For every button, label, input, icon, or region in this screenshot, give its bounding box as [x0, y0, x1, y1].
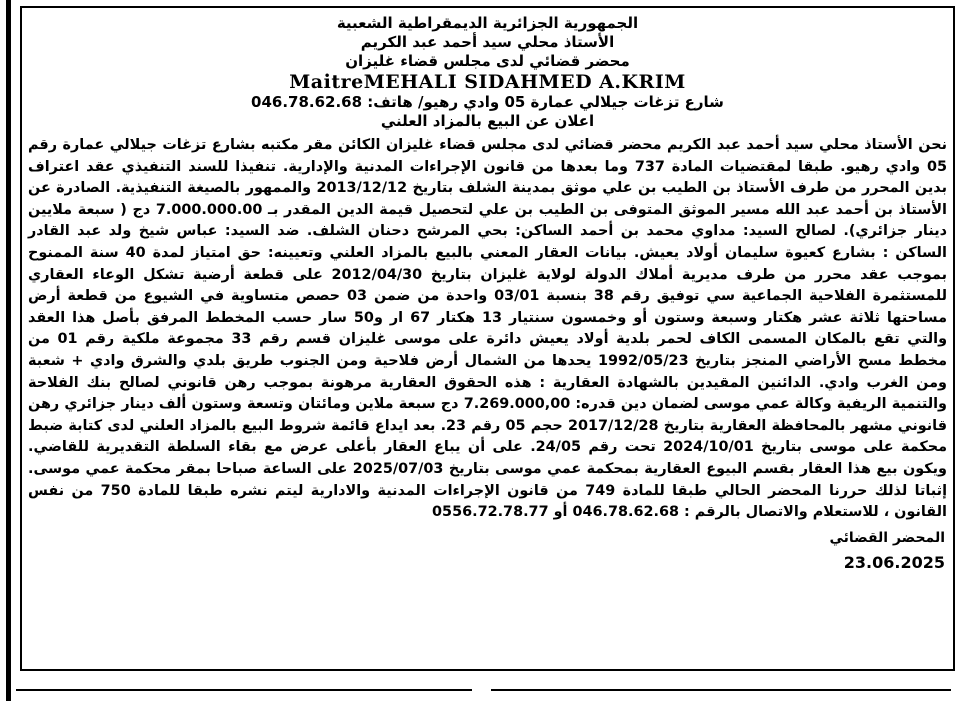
notice-header: [22, 14, 953, 131]
republic-title: الجمهورية الجزائرية الديمقراطية الشعبية: [336, 14, 639, 32]
bailiff-latin-name: MaitreMEHALI SIDAHMED A.KRIM: [289, 71, 686, 93]
bottom-rule-left: [16, 689, 472, 691]
notice-footer: [22, 524, 953, 549]
notice-title: اعلان عن البيع بالمزاد العلني: [380, 112, 595, 130]
bailiff-name: الأستاذ محلي سيد أحمد عبد الكريم: [360, 33, 615, 51]
left-column-rule: [6, 0, 11, 701]
bailiff-office: محضر قضائي لدى مجلس قضاء غليزان: [345, 52, 630, 70]
office-address: شارع تزغات جيلالي عمارة 05 وادي رهيو/ هاتف: 046.78.62.68: [251, 93, 724, 111]
notice-body: نحن الأستاذ محلي سيد أحمد عبد الكريم محضر قضائي لدى مجلس قضاء غليزان الكائن مقر مكتبه بشارع تزغات جيلالي عمارة رقم 05 وادي رهيو. طبقا لمقتضيات المادة 737 وما بعدها من قانون الإجراءات المدنية والإدارية. تنفيذا للسند التنفيذي عقد اعتراف بدين المحرر من طرف الأستاذ بن الطيب بن علي موثق بمدينة الشلف بتاريخ 2013/12/12 والممهور بالصيغة التنفيذية. الصادرة عن الأستاذ بن أحمد عبد الله مسير الموثق المتوفى بن الطيب بن علي لتحصيل قيمة الدين المقدر بـ 7.000.000.00 دج ( سبعة ملايين دينار جزائري). لصالح السيد: مداوي محمد بن أحمد الساكن: بحي المرشح دحنان الشلف. ضد السيد: عباس شيخ ولد عبد القادر الساكن : بشارع كعيوة سليمان أولاد يعيش. بيانات العقار المعني بالبيع بالمزاد العلني وتعيينه: حق امتياز لمدة 40 سنة الممنوح بموجب عقد محرر من طرف مديرية أملاك الدولة لولاية غليزان بتاريخ 2012/04/30 على قطعة أرضية تشكل الوعاء العقاري للمستثمرة الفلاحية الجماعية سي توفيق رقم 38 بنسبة 03/01 واحدة من ضمن 03 حصص متساوية في الشيوع من قطعة أرض مساحتها ثلاثة عشر هكتار وسبعة وستون أو وخمسون سنتيار 13 هكتار 67 ار و50 سار حسب المخطط المرفق بأصل هذا العقد والتي تقع بالمكان المسمى الكاف لحمر بلدية أولاد يعيش دائرة على موسى غليزان قسم رقم 33 مجموعة ملكية رقم 01 من مخطط مسح الأراضي المنجز بتاريخ 1992/05/23 يحدها من الشمال أرض فلاحية ومن الجنوب طريق بلدي والشرق وادي + شعبة ومن الغرب وادي. الدائنين المقيدين بالشهادة العقارية : هذه الحقوق العقارية مرهونة بموجب رهن قانوني لصالح بنك الفلاحة والتنمية الريفية وكالة عمي موسى لضمان دين قدره: 7.269.000,00 دج سبعة ملاين ومائتان وتسعة وستون ألف دينار جزائري رهن قانوني مشهر بالمحافظة العقارية بتاريخ 2017/12/28 حجم 05 رقم 23. بعد ايداع قائمة شروط البيع بالمزاد العلني لدى كتابة ضبط محكمة على موسى بتاريخ 2024/10/01 تحت رقم 24/05. على أن يباع العقار بأعلى عرض مع بقاء السلطة التقديرية للقاضي. ويكون بيع هذا العقار بقسم البيوع العقارية بمحكمة عمي موسى بتاريخ 2025/07/03 على الساعة صباحا بمقر محكمة عمي موسى. إثباتا لذلك حررنا المحضر الحالي طبقا للمادة 749 من قانون الإجراءات المدنية والادارية ليتم نشره طبقا للمادة 750 من نفس القانون ، للاستعلام والاتصال بالرقم : 046.78.62.68 أو 0556.72.78.77: [28, 137, 948, 521]
notice-date-wrap: [22, 549, 953, 572]
signature-title: المحضر القضائي: [829, 529, 945, 546]
notice-date: 23.06.2025: [843, 552, 945, 572]
bottom-rule-right: [491, 689, 951, 691]
legal-notice-box: [20, 6, 955, 671]
